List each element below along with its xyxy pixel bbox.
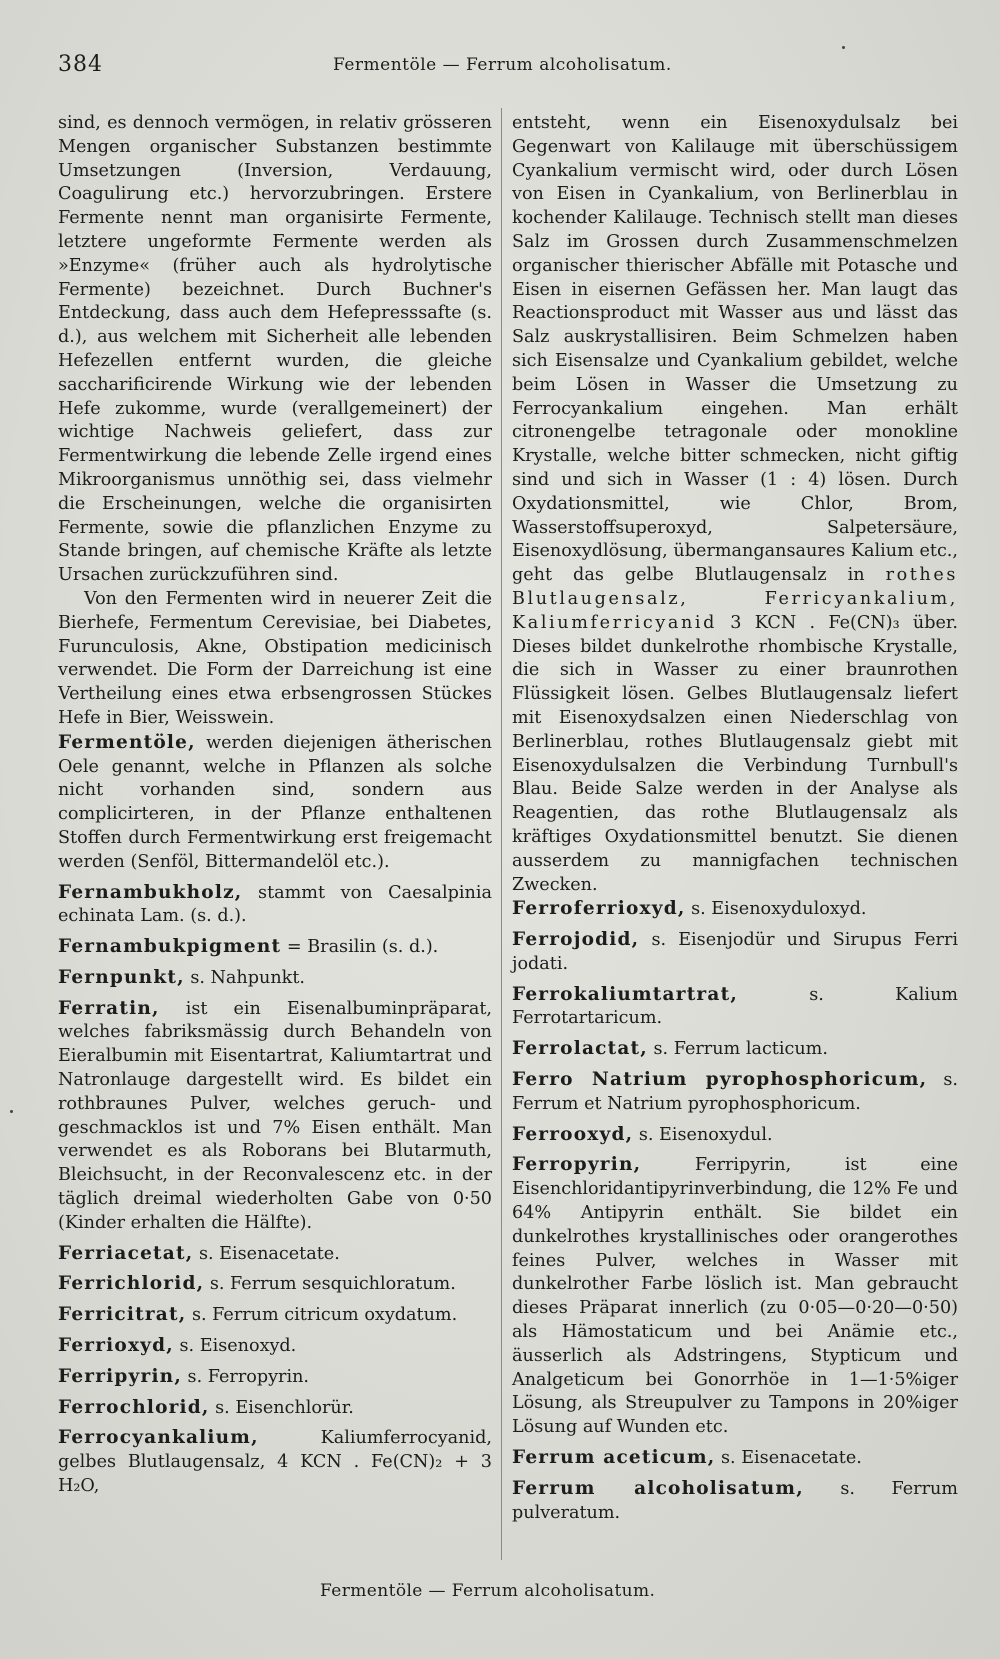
lemma: Fernambukholz, [58,881,243,903]
lemma: Ferrum alcoholisatum, [512,1477,804,1499]
entry-text: s. Eisenoxyd. [173,1336,297,1357]
entry-ferricitrat [58,1303,492,1328]
lemma: Fernambukpigment [58,936,282,958]
entry-text: s. Ferrum lacticum. [647,1039,828,1060]
lemma: Ferrochlorid, [58,1396,210,1418]
entry-text: s. Eisenjodür und Sirupus Ferri jodati. [512,930,958,974]
right-column [512,112,958,1525]
lemma: Ferrokaliumtartrat, [512,983,738,1005]
scan-speck [842,46,845,49]
entry-text: s. Eisenacetate. [715,1448,862,1469]
entry-fernambukholz [58,881,492,930]
page-number: 384 [58,52,103,77]
body-text: entsteht, wenn ein Eisenoxydulsalz bei Gegenwart von Kalilauge mit überschüssigem Cyankalium vermischt wird, oder durch Lösen von Eisen in Cyankalium, von Berlinerblau in kochender Kalilauge. Technisch stellt man dieses Salz im Grossen durch Zusammenschmelzen organischer thierischer Abfälle mit Potasche und Eisen in eisernen Gefässen her. Man laugt das Reactionsproduct mit Wasser aus und lässt das Salz auskrystallisiren. Beim Schmelzen haben sich Eisensalze und Cyankalium gebildet, welche beim Lösen in Wasser die Umsetzung zu Ferrocyankalium eingehen. Man erhält citronengelbe tetragonale oder monokline Krystalle, welche bitter schmecken, nicht giftig sind und sich in Wasser (1 : 4) lösen. Durch Oxydationsmittel, wie Chlor, Brom, Wasserstoffsuperoxyd, Salpetersäure, Eisenoxydlösung, übermangansaures Kalium etc., geht das gelbe Blutlaugensalz in [512,113,958,586]
lemma: Fermentöle, [58,731,196,753]
entry-text: s. Ferropyrin. [181,1366,310,1387]
entry-text: ist ein Eisenalbuminpräparat, welches fabriksmässig durch Behandeln von Eieralbumin mit Eisentartrat, Kaliumtartrat und Natronlauge dargestellt wird. Es bildet ein rothbraunes Pulver, welches geruch- und geschmacklos ist und 7% Eisen enthält. Man verwendet es als Roborans bei Blutarmuth, Bleichsucht, in der Reconvalescenz etc. in der täglich dreimal wiederholten Gabe von 0·50 (Kinder erhalten die Hälfte). [58,998,492,1233]
entry-text: stammt von Caesalpinia echinata Lam. (s. d.). [58,882,492,927]
lemma: Ferriacetat, [58,1242,194,1264]
entry-ferroferrioxyd [512,897,958,922]
paragraph-intro: sind, es dennoch vermögen, in relativ grösseren Mengen organischer Substanzen bestimmte Umsetzungen (Inversion, Verdauung, Coagulirung etc.) hervorzubringen. Erstere Fermente nennt man organisirte Fermente, letztere ungeformte Fermente werden als »Enzyme« (früher auch als hydrolytische Fermente) bezeichnet. Durch Buchner's Entdeckung, dass auch dem Hefepresssafte (s. d.), aus welchem mit Sicherheit alle lebenden Hefezellen entfernt wurden, die gleiche saccharificirende Wirkung wie der lebenden Hefe zukomme, wurde (verallgemeinert) der wichtige Nachweis geliefert, dass zur Fermentwirkung die lebende Zelle irgend eines Mikroorganismus unnöthig sei, dass vielmehr die Erscheinungen, welche die organisirten Fermente, sowie die pflanzlichen Enzyme zu Stande bringen, auf chemische Kräfte als letzte Ursachen zurückzuführen sind. [58,113,492,586]
lemma: Ferratin, [58,997,160,1019]
paragraph-ferrocyankalium-continued [512,112,958,897]
lemma: Ferrolactat, [512,1038,648,1060]
entry-text: s. Nahpunkt. [184,967,306,988]
entry-ferrichlorid [58,1272,492,1297]
entry-ferrocyankalium [58,1426,492,1498]
entry-text: s. Kalium Ferrotartaricum. [512,984,958,1029]
entry-text: Ferripyrin, ist eine Eisenchloridantipyrinverbindung, die 12% Fe und 64% Antipyrin enthält. Sie bildet ein dunkelrothes krystallinisches oder orangerothes feines Pulver, welches in Wasser mit dunkelrother Farbe löslich ist. Man gebraucht dieses Präparat innerlich (zu 0·05—0·20—0·50) als Hämostaticum und bei Anämie etc., äusserlich als Adstringens, Stypticum und Analgeticum bei Gonorrhöe in 1—1·5%iger Lösung, als Streupulver zu Tampons in 20%iger Lösung auf Wunden etc. [512,1155,958,1438]
entry-text: s. Ferrum citricum oxydatum. [186,1305,458,1326]
entry-ferriacetat [58,1242,492,1267]
entry-ferrojodid [512,928,958,977]
entry-ferrokaliumtartrat [512,983,958,1032]
entry-text: s. Eisenoxyduloxyd. [685,899,867,920]
column-divider [501,108,502,1560]
scan-speck [10,1110,13,1113]
entry-ferripyrin [58,1365,492,1390]
lemma: Ferropyrin, [512,1154,642,1176]
page-header [58,52,940,82]
page-footer: Fermentöle — Ferrum alcoholisatum. [320,1581,656,1601]
lemma: Ferricitrat, [58,1304,187,1326]
lemma: Ferrocyankalium, [58,1427,259,1449]
lemma: Fernpunkt, [58,966,185,988]
lemma: Ferripyrin, [58,1365,182,1387]
lemma: Ferrum aceticum, [512,1447,716,1469]
entry-text: Kaliumferrocyanid, gelbes Blutlaugensalz, 4 KCN . Fe(CN)₂ + 3 H₂O, [58,1428,492,1497]
entry-fermentoele [58,731,492,875]
entry-ferratin [58,997,492,1236]
running-title: Fermentöle — Ferrum alcoholisatum. [333,55,672,75]
entry-text: s. Ferrum pulveratum. [512,1478,958,1523]
entry-text: s. Ferrum et Natrium pyrophosphoricum. [512,1070,958,1114]
entry-text: = Brasilin (s. d.). [281,937,439,958]
lemma: Ferrooxyd, [512,1123,634,1145]
lemma: Ferro Natrium pyrophosphoricum, [512,1069,928,1091]
entry-fernambukpigment [58,935,492,960]
entry-ferrioxyd [58,1334,492,1359]
entry-text: s. Ferrum sesquichloratum. [204,1274,456,1295]
entry-ferrum-alcoholisatum [512,1477,958,1526]
paragraph-von-den-fermenten: Von den Fermenten wird in neuerer Zeit die Bierhefe, Fermentum Cerevisiae, bei Diabetes, Furunculosis, Akne, Obstipation medicinisch verwendet. Die Form der Darreichung ist eine Vertheilung eines etwa erbsengrossen Stückes Hefe in Bier, Weisswein. [58,588,492,728]
body-text: 3 KCN . Fe(CN)₃ über. Dieses bildet dunkelrothe rhombische Krystalle, die sich in Wasser zu einer braunrothen Flüssigkeit lösen. Gelbes Blutlaugensalz liefert mit Eisenoxydsalzen einen Niederschlag von Berlinerblau, rothes Blutlaugensalz giebt mit Eisenoxydulsalzen die Verbindung Turnbull's Blau. Beide Salze werden in der Analyse als Reagentien, das rothe Blutlaugensalz als kräftiges Oxydationsmittel benutzt. Sie dienen ausserdem zu mannigfachen technischen Zwecken. [512,612,958,895]
entry-text: s. Eisenchlorür. [209,1397,354,1418]
lemma: Ferrichlorid, [58,1273,205,1295]
entry-ferrum-aceticum [512,1446,958,1471]
entry-text: s. Eisenoxydul. [633,1124,773,1145]
lemma: Ferroferrioxyd, [512,898,686,920]
left-column [58,112,492,1499]
entry-text: werden diejenigen ätherischen Oele genannt, welche in Pflanzen als solche nicht vorhanden sind, sondern aus complicirteren, in der Pflanze enthaltenen Stoffen durch Fermentwirkung erst freigemacht werden (Senföl, Bittermandelöl etc.). [58,732,492,872]
entry-text: s. Eisenacetate. [193,1243,340,1264]
entry-ferro-natrium-pyrophosphoricum [512,1068,958,1117]
entry-ferrochlorid [58,1396,492,1421]
entry-ferrolactat [512,1037,958,1062]
entry-fernpunkt [58,966,492,991]
entry-ferropyrin [512,1153,958,1440]
lemma: Ferrioxyd, [58,1335,174,1357]
lemma: Ferrojodid, [512,929,640,951]
entry-ferrooxyd [512,1123,958,1148]
spaced-term: rothes Blutlaugensalz, Ferricyankalium, Kaliumferricyanid [512,565,959,633]
